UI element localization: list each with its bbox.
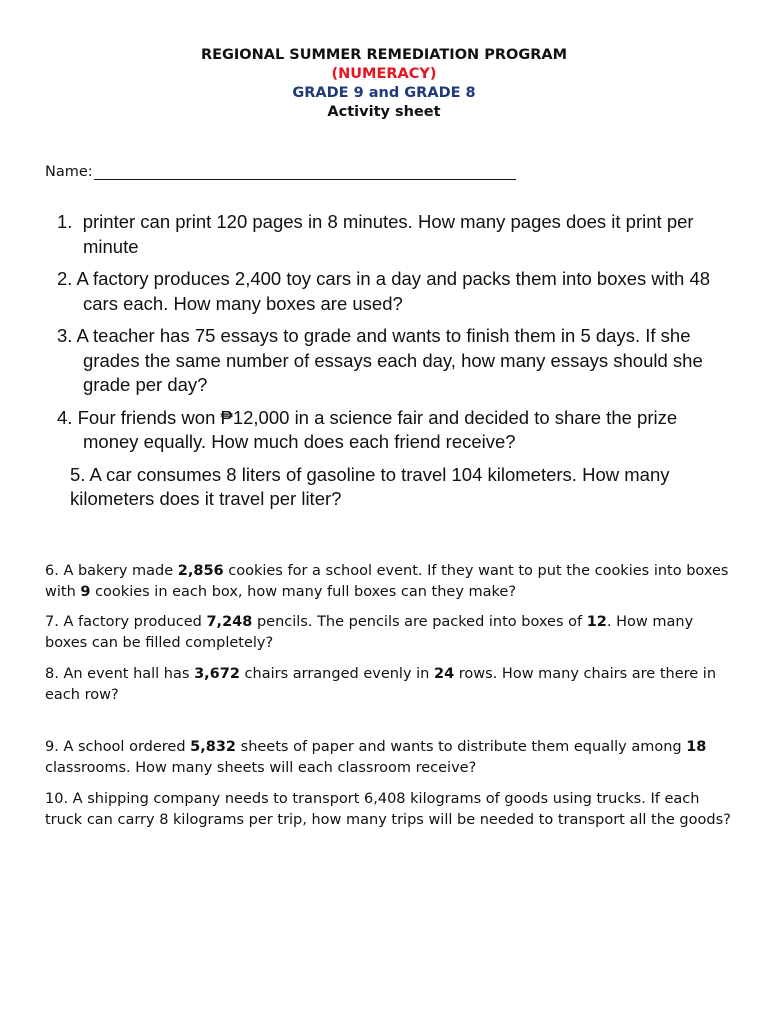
problem-text: printer can print 120 pages in 8 minutes. How many pages does it print per minute [72, 211, 699, 257]
problem-number: 1. [57, 211, 73, 232]
problem-text: Four friends won ₱12,000 in a science fair and decided to share the prize money equally. How much does each friend receive? [72, 406, 683, 452]
problem-text: 10. A shipping company needs to transport 6,408 kilograms of goods using trucks. If each truck can carry 8 kilograms per trip, how many trips will be needed to transport all the goods? [45, 791, 731, 828]
problem-text: chairs arranged evenly in [239, 666, 434, 682]
name-label: Name: [45, 164, 93, 180]
problem-item [45, 789, 735, 831]
problem-number: 4. [57, 406, 73, 428]
problem-number-bold: 3,672 [194, 666, 240, 682]
problem-number-bold: 12 [586, 614, 607, 630]
document-header [0, 46, 768, 122]
problem-text: sheets of paper and wants to distribute them equally among [236, 739, 687, 755]
problem-item [57, 267, 735, 316]
problem-list-small-b [45, 737, 735, 831]
problem-number-bold: 18 [686, 739, 707, 755]
problem-item [57, 324, 735, 398]
problem-text: 6. A bakery made [45, 563, 178, 579]
problem-item [45, 737, 735, 779]
problem-number-bold: 2,856 [177, 563, 224, 579]
problem-text: A factory produces 2,400 toy cars in a day and packs them into boxes with 48 cars each. How many boxes are used? [72, 268, 716, 314]
problem-item [45, 561, 735, 603]
problem-number-bold: 5,832 [190, 739, 237, 755]
problem-text: A car consumes 8 liters of gasoline to travel 104 kilometers. How many kilometers does it travel per liter? [70, 463, 675, 509]
problem-text: cookies for a school event. If they want to put the cookies into boxes with [45, 563, 729, 600]
problem-item [57, 406, 735, 455]
problem-list-large [57, 210, 735, 520]
name-field[interactable] [45, 163, 516, 180]
problem-number: 5. [70, 463, 86, 485]
sheet-label: Activity sheet [327, 104, 441, 120]
problem-text: . How many boxes can be filled completely? [45, 614, 694, 651]
problem-text: cookies in each box, how many full boxes can they make? [90, 584, 517, 600]
problem-text: pencils. The pencils are packed into boxes of [252, 614, 587, 630]
problem-item [70, 463, 735, 512]
problem-list-small-a [45, 561, 735, 706]
subject-label: (NUMERACY) [331, 66, 437, 82]
problem-text: A teacher has 75 essays to grade and wants to finish them in 5 days. If she grades the same number of essays each day, how many essays should she grade per day? [72, 325, 708, 395]
problem-number: 3. [57, 325, 73, 346]
problem-item [45, 612, 735, 654]
problem-item [57, 210, 735, 259]
program-title: REGIONAL SUMMER REMEDIATION PROGRAM [200, 47, 568, 63]
grades-label: GRADE 9 and GRADE 8 [292, 85, 476, 101]
name-line[interactable] [94, 163, 516, 180]
problem-text: 7. A factory produced [45, 614, 207, 630]
problem-number-bold: 24 [433, 666, 455, 682]
problem-item [45, 664, 735, 706]
problem-text: classrooms. How many sheets will each classroom receive? [45, 760, 477, 776]
problem-number-bold: 7,248 [206, 614, 253, 630]
problem-text: 8. An event hall has [45, 666, 195, 682]
problem-number-bold: 9 [80, 584, 91, 600]
problem-text: 9. A school ordered [45, 739, 191, 755]
problem-text: rows. How many chairs are there in each row? [45, 666, 717, 703]
problem-number: 2. [57, 268, 73, 289]
